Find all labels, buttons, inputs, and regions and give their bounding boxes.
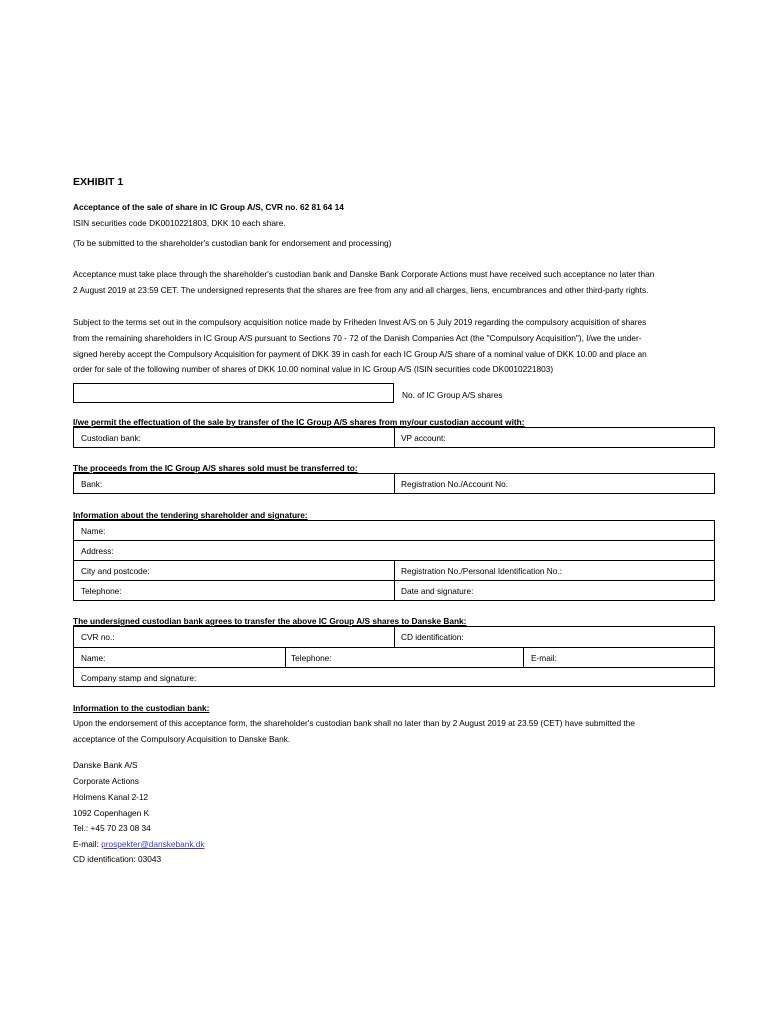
cd-identification-field[interactable]: CD identification:: [401, 632, 464, 642]
city-postcode-field[interactable]: City and postcode:: [81, 566, 150, 576]
para1-line: Acceptance must take place through the shareholder's custodian bank and Danske Bank Corporate Actions must have received such acceptance no later than: [73, 269, 655, 279]
shareholder-name-field[interactable]: Name:: [81, 526, 106, 536]
email-label: E-mail:: [73, 839, 102, 849]
shares-quantity-field[interactable]: [73, 383, 394, 403]
shareholder-table: [73, 520, 715, 601]
address-email-line: [73, 838, 205, 850]
address-dept: Corporate Actions: [73, 776, 139, 786]
proceeds-table: [73, 473, 715, 494]
para2-line: order for sale of the following number of shares of DKK 10.00 nominal value in IC Group A/S (ISIN securities code DK0010221803): [73, 364, 554, 374]
submit-note: (To be submitted to the shareholder's custodian bank for endorsement and processing): [73, 238, 392, 248]
para2-line: signed hereby accept the Compulsory Acquisition for payment of DKK 39 in cash for each IC Group A/S share of a nominal value of DKK 10.00 and place an: [73, 349, 647, 359]
address-street: Holmens Kanal 2-12: [73, 792, 149, 802]
address-company: Danske Bank A/S: [73, 760, 138, 770]
custodian-name-field[interactable]: Name:: [81, 653, 106, 663]
custodian-bank-field[interactable]: Custodian bank:: [81, 433, 141, 443]
custodian-telephone-field[interactable]: Telephone:: [291, 653, 332, 663]
company-stamp-field[interactable]: Company stamp and signature:: [81, 673, 197, 683]
registration-account-field[interactable]: Registration No./Account No.: [401, 479, 508, 489]
bank-field[interactable]: Bank:: [81, 479, 103, 489]
info-line: Upon the endorsement of this acceptance form, the shareholder's custodian bank shall no later than by 2 August 2019 at 23.59 (CET) have submitted the: [73, 718, 635, 728]
section-shareholder-title: Information about the tendering shareholder and signature:: [73, 510, 308, 520]
shareholder-telephone-field[interactable]: Telephone:: [81, 586, 122, 596]
para2-line: Subject to the terms set out in the compulsory acquisition notice made by Friheden Invest A/S on 5 July 2019 regarding the compulsory acquisition of shares: [73, 317, 647, 327]
cvr-field[interactable]: CVR no.:: [81, 632, 115, 642]
personal-id-field[interactable]: Registration No./Personal Identification No.:: [401, 566, 562, 576]
custodian-email-field[interactable]: E-mail:: [531, 653, 557, 663]
info-line: acceptance of the Compulsory Acquisition to Danske Bank.: [73, 734, 291, 744]
isin-line: ISIN securities code DK0010221803, DKK 10 each share.: [73, 218, 286, 228]
account-table: [73, 427, 715, 448]
document-heading: Acceptance of the sale of share in IC Group A/S, CVR no. 62 81 64 14: [73, 202, 344, 212]
section-proceeds-title: The proceeds from the IC Group A/S shares sold must be transferred to:: [73, 463, 358, 473]
date-signature-field[interactable]: Date and signature:: [401, 586, 474, 596]
info-title: Information to the custodian bank:: [73, 703, 210, 713]
address-cd: CD identification: 03043: [73, 854, 162, 864]
address-city: 1092 Copenhagen K: [73, 808, 150, 818]
para2-line: from the remaining shareholders in IC Group A/S pursuant to Sections 70 - 72 of the Danish Companies Act (the "Compulsory Acquisition"), I/we the under-: [73, 333, 642, 343]
section-account-title: I/we permit the effectuation of the sale by transfer of the IC Group A/S shares from my/our custodian account with:: [73, 417, 525, 427]
para1-line: 2 August 2019 at 23:59 CET. The undersigned represents that the shares are free from any and all charges, liens, encumbrances and other third-party rights.: [73, 285, 649, 295]
email-link[interactable]: prospekter@danskebank.dk: [101, 839, 205, 849]
address-field[interactable]: Address:: [81, 546, 114, 556]
vp-account-field[interactable]: VP account:: [401, 433, 446, 443]
address-tel: Tel.: +45 70 23 08 34: [73, 823, 151, 833]
custodian-table: [73, 626, 715, 687]
exhibit-title: EXHIBIT 1: [73, 176, 124, 188]
section-custodian-title: The undersigned custodian bank agrees to transfer the above IC Group A/S shares to Danske Bank:: [73, 616, 467, 626]
shares-label: No. of IC Group A/S shares: [402, 390, 503, 400]
